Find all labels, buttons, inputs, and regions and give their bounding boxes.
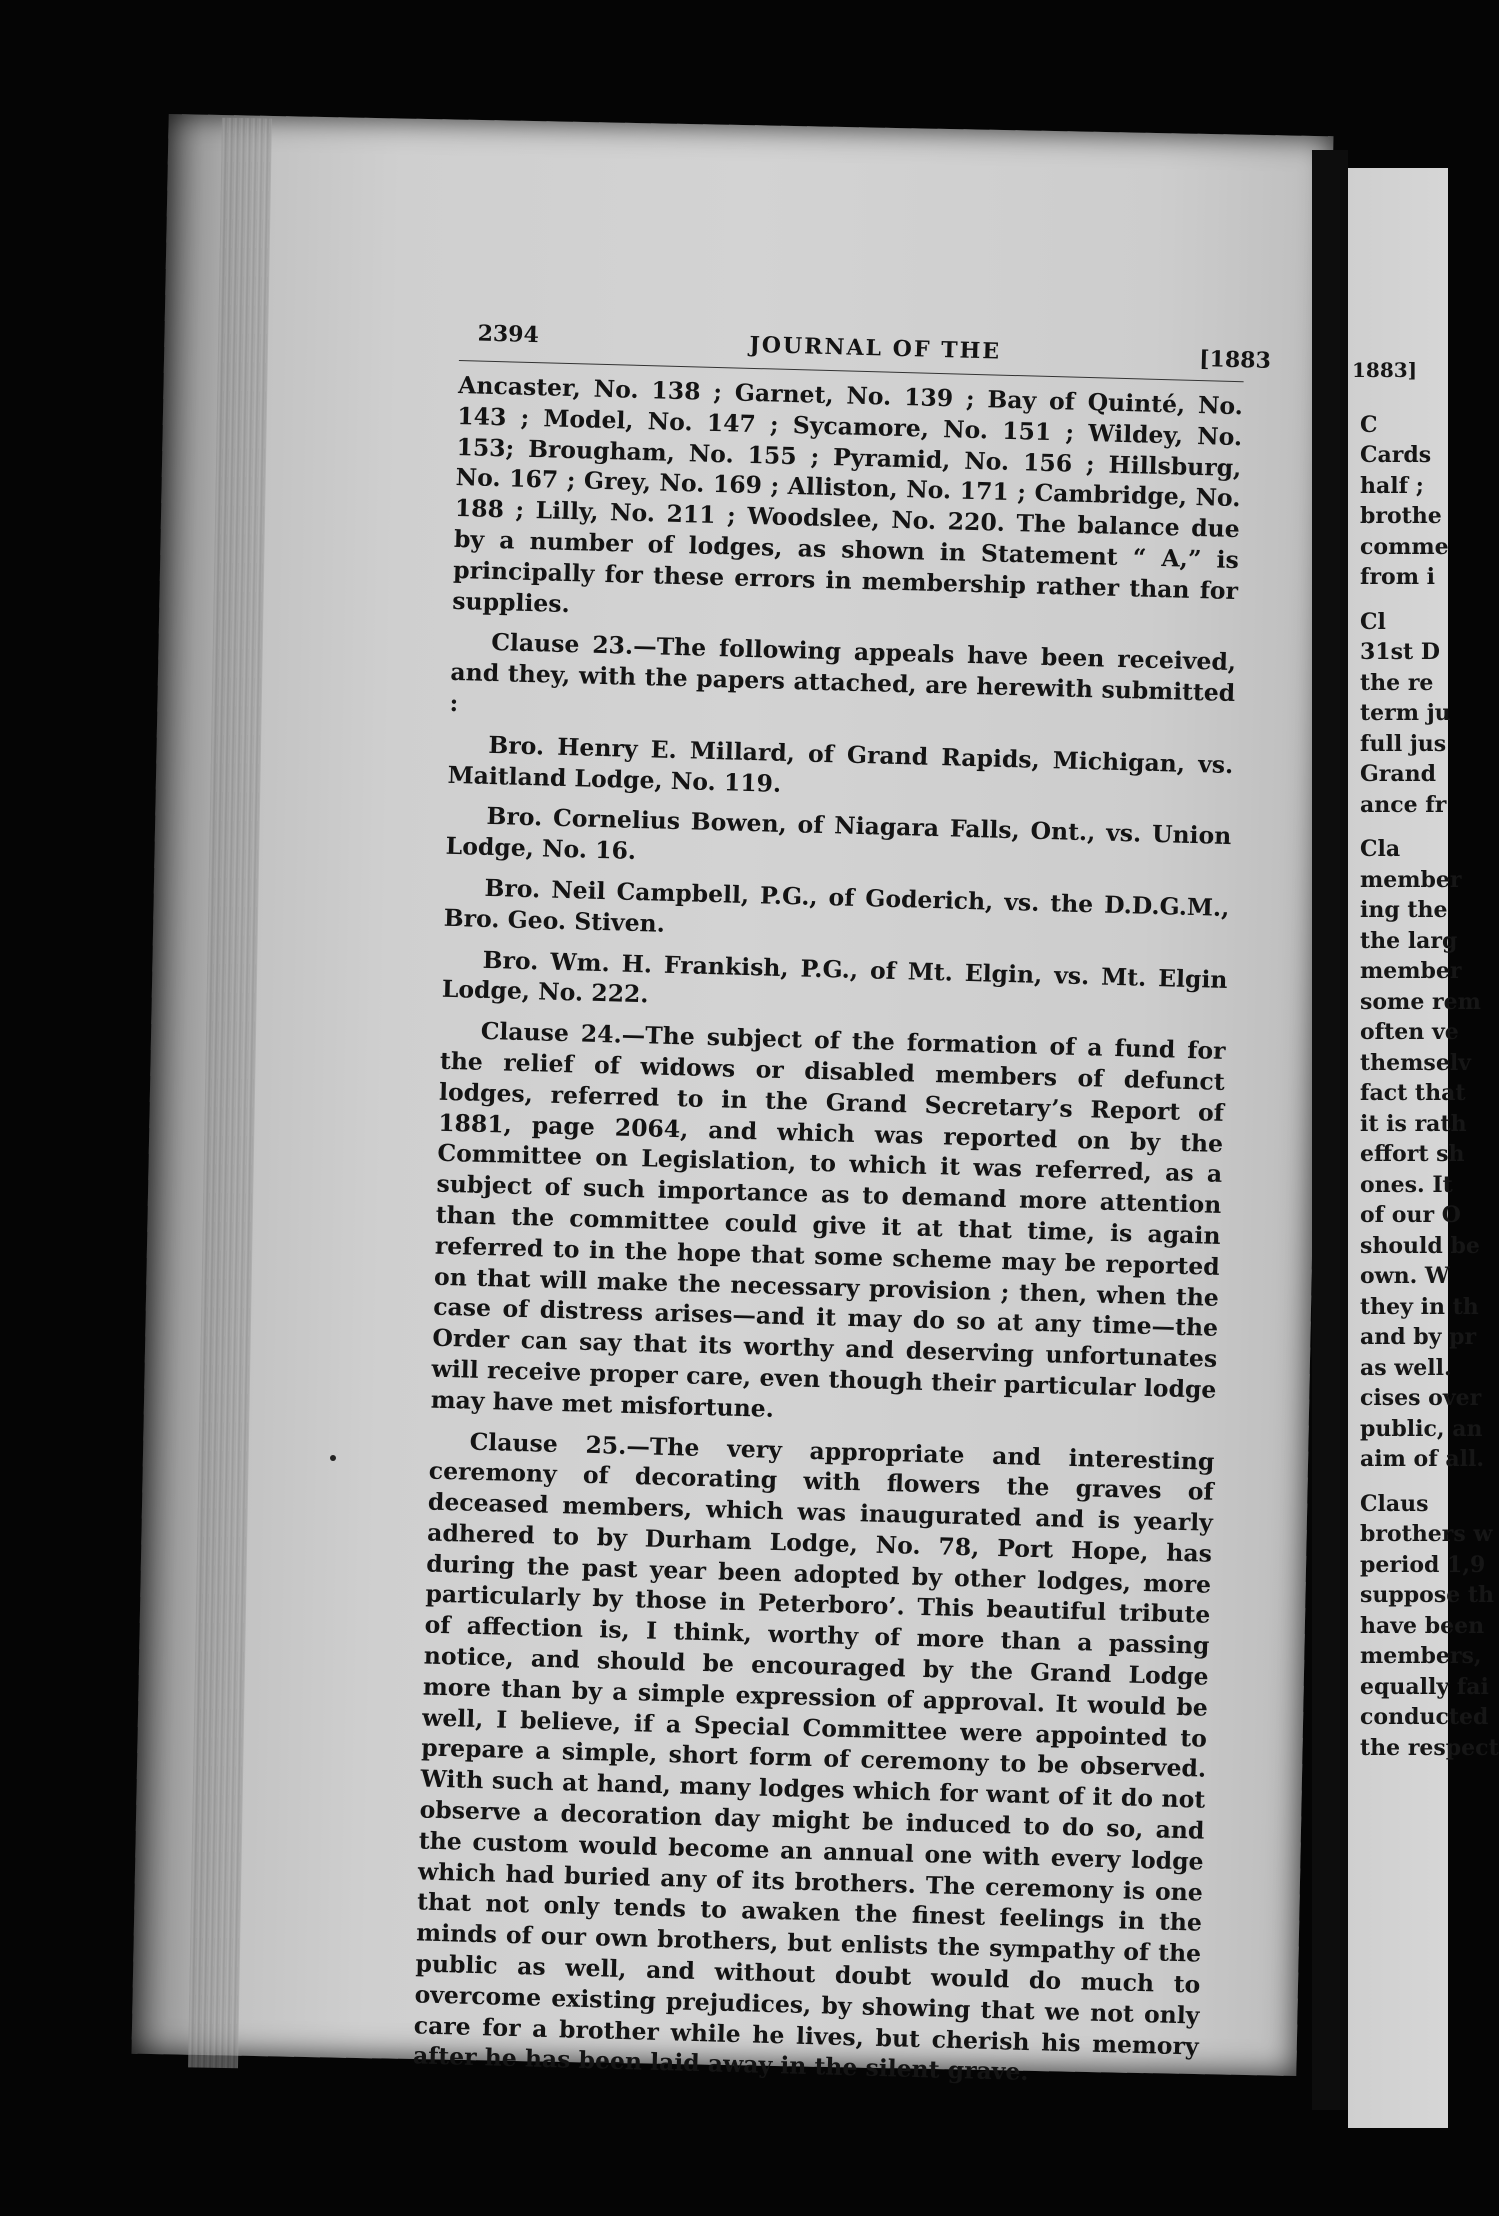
right-page-fragment: cises over xyxy=(1360,1385,1482,1411)
body-text xyxy=(413,370,1244,2093)
right-page-fragment: the re xyxy=(1360,669,1434,696)
book-gutter xyxy=(1312,150,1348,2110)
running-year: [1883 xyxy=(1198,346,1272,374)
right-page-fragment: ones. It xyxy=(1360,1171,1453,1198)
right-page-fragment: from i xyxy=(1360,564,1436,590)
right-page-text-fragments xyxy=(1352,355,1499,1763)
paragraph-appeal-frankish: Bro. Wm. H. Frankish, P.G., of Mt. Elgin, vs. Mt. Elgin Lodge, No. 222. xyxy=(441,945,1228,1009)
paragraph-appeal-bowen: Bro. Cornelius Bowen, of Niagara Falls, Ont., vs. Union Lodge, No. 16. xyxy=(445,802,1232,866)
right-page-fragment: should be xyxy=(1360,1232,1480,1259)
right-page-fragment: 31st D xyxy=(1360,639,1440,665)
right-page-fragment: conducted xyxy=(1360,1704,1489,1730)
right-page-fragment: own. W xyxy=(1360,1263,1450,1289)
right-page-fragment: equally fai xyxy=(1360,1673,1489,1700)
right-page-fragment: brothe xyxy=(1360,503,1442,529)
right-page-fragment: ance fr xyxy=(1360,791,1447,818)
right-page-fragment: Cards xyxy=(1360,442,1432,468)
right-page-fragment: Grand xyxy=(1360,761,1437,787)
right-page-fragment: brothers w xyxy=(1360,1521,1493,1547)
right-page-fragment: member xyxy=(1360,958,1462,984)
right-page-fragment: Claus xyxy=(1360,1490,1429,1517)
right-page-fragment: it is rath xyxy=(1360,1110,1467,1137)
right-page-fragment: they in th xyxy=(1360,1293,1479,1320)
running-title: JOURNAL OF THE xyxy=(749,331,1002,365)
right-page-fragment: ing the xyxy=(1360,897,1448,923)
paragraph-gap xyxy=(1360,593,1460,607)
right-page-fragment: Cla xyxy=(1360,836,1401,862)
right-page-fragment: themselv xyxy=(1360,1049,1471,1076)
right-page-fragment: public, an xyxy=(1360,1415,1483,1442)
right-page-fragment: as well. xyxy=(1360,1354,1452,1381)
right-page-year: 1883] xyxy=(1352,358,1418,382)
right-page-fragment: effort sh xyxy=(1360,1141,1465,1167)
right-page-fragment: and by pr xyxy=(1360,1324,1477,1350)
right-page-fragment: of our O xyxy=(1360,1202,1461,1228)
right-page-fragment: half ; xyxy=(1360,472,1424,499)
right-page-fragment: period 1,9 xyxy=(1360,1551,1486,1578)
right-page-fragment: comme xyxy=(1360,533,1449,560)
right-page-fragment: members, xyxy=(1360,1643,1482,1669)
right-page-fragment: term ju xyxy=(1360,700,1451,726)
right-page-fragment: some rem xyxy=(1360,988,1481,1015)
main-text-column xyxy=(412,320,1272,2103)
page-number: 2394 xyxy=(477,320,540,349)
right-page-fragment: fact that xyxy=(1360,1080,1466,1106)
right-page-fragment: suppose th xyxy=(1360,1582,1495,1608)
right-page-fragment: the respect xyxy=(1360,1734,1499,1761)
right-page-fragment: C xyxy=(1360,411,1378,438)
right-page-fragment-list xyxy=(1360,410,1499,1764)
paragraph-appeal-millard: Bro. Henry E. Millard, of Grand Rapids, Michigan, vs. Maitland Lodge, No. 119. xyxy=(447,730,1234,798)
right-page-fragment: Cl xyxy=(1360,608,1386,635)
paragraph-gap xyxy=(1360,1475,1460,1489)
margin-speck xyxy=(330,1455,336,1461)
right-page-fragment: aim of all. xyxy=(1360,1446,1484,1472)
paragraph-appeal-campbell: Bro. Neil Campbell, P.G., of Goderich, vs. the D.D.G.M., Bro. Geo. Stiven. xyxy=(443,873,1230,938)
paragraph-clause-23: Clause 23.—The following appeals have been received, and they, with the papers attached, are herewith submitted : xyxy=(449,628,1237,718)
right-page-fragment: member xyxy=(1360,866,1462,893)
paragraph-clause-25: Clause 25.—The very appropriate and interesting ceremony of decorating with flowers the graves of deceased members, which was inaugurated and is yearly adhered to by Durham Lodge, No. 78, Port Hope, has during the past year been adopted by other lodges, more particularly by those in Peterboro’. This beautiful tribute of affection is, I think, worthy of more than a passing notice, and should be encouraged by the Grand Lodge more than by a simple expression of approval. It would be well, I believe, if a Special Committee were appointed to prepare a simple, short form of ceremony to be observed. With such at hand, many lodges which for want of it do not observe a decoration day might be induced to do so, and the custom would become an annual one with every lodge which had buried any of its brothers. The ceremony is one that not only tends to awaken the finest feelings in the minds of our own brothers, but enlists the sympathy of the public as well, and without doubt would do much to overcome existing prejudices, by showing that we not only care for a brother while he lives, but cherish his memory after he has been laid away in the silent grave. xyxy=(412,1427,1215,2087)
right-page-fragment: have been xyxy=(1360,1612,1485,1639)
right-page-fragment: full jus xyxy=(1360,730,1447,757)
right-page-fragment: the larg xyxy=(1360,927,1458,954)
paragraph-lodge-list: Ancaster, No. 138 ; Garnet, No. 139 ; Bay of Quinté, No. 143 ; Model, No. 147 ; Sycamore, No. 151 ; Wildey, No. 153; Brougham, No. 155 ; Pyramid, No. 156 ; Hillsburg, No. 167 ; Grey, No. 169 ; Alliston, No. 171 ; Cambridge, No. 188 ; Lilly, No. 211 ; Woodslee, No. 220. The balance due by a number of lodges, as shown in Statement “ A,” is principally for these errors in membership rather than for supplies. xyxy=(452,370,1244,618)
right-page-fragment: often ve xyxy=(1360,1019,1459,1045)
paragraph-clause-24: Clause 24.—The subject of the formation of a fund for the relief of widows or disabled members of defunct lodges, referred to in the Grand Secretary’s Report of 1881, page 2064, and which was reported on by the Committee on Legislation, to which it was referred, as a subject of such importance as to demand more attention than the committee could give it at that time, is again referred to in the hope that some scheme may be reported on that will make the necessary provision ; then, when the case of distress arises—and it may do so at any time—the Order can say that its worthy and deserving unfortunates will receive proper care, even though their particular lodge may have met misfortune. xyxy=(430,1016,1226,1423)
paragraph-gap xyxy=(1360,820,1460,834)
